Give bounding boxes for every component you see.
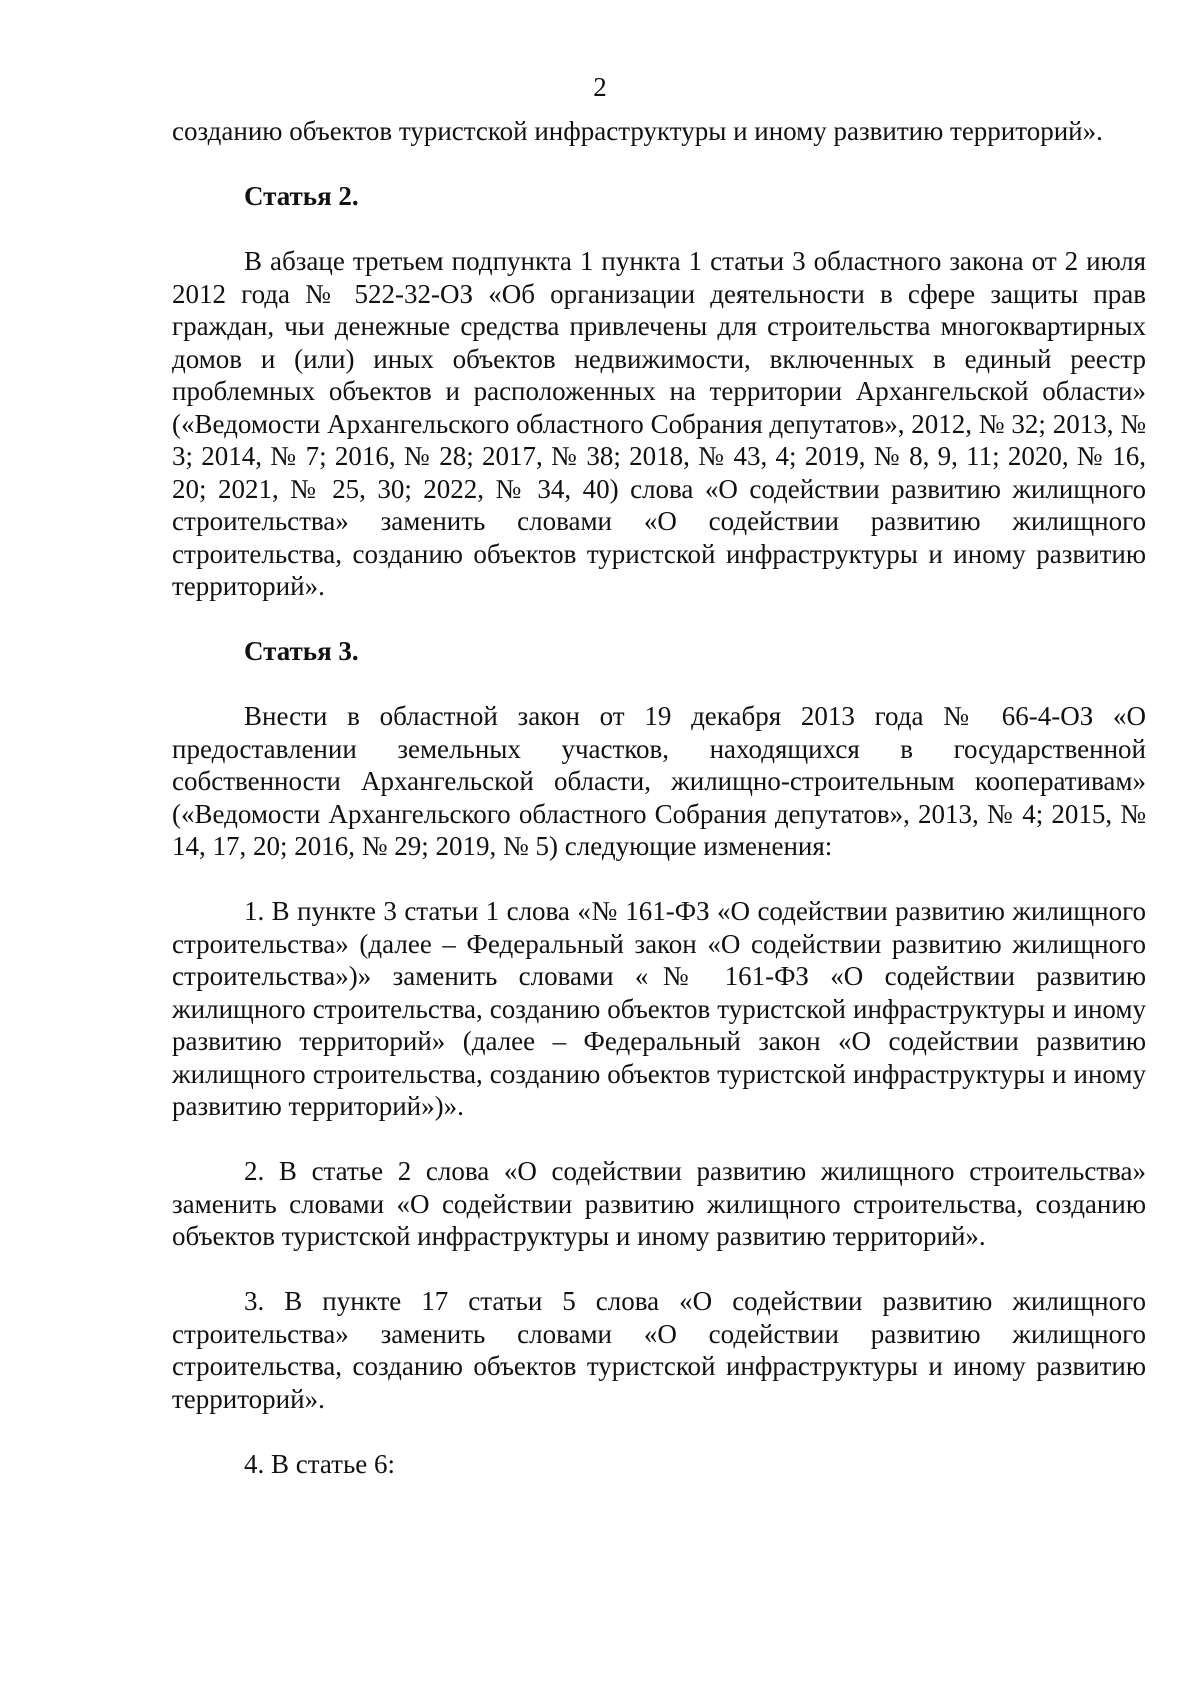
article-2-paragraph: В абзаце третьем подпункта 1 пункта 1 статьи 3 областного закона от 2 июля 2012 года № 522-32-ОЗ «Об организации деятельности в сфере защиты прав граждан, чьи денежные средства привлечены для строительства многоквартирных домов и (или) иных объектов недвижимости, включенных в единый реестр проблемных объектов и расположенных на территории Архангельской области» («Ведомости Архангельского областного Собрания депутатов», 2012, № 32; 2013, № 3; 2014, № 7; 2016, № 28; 2017, № 38; 2018, № 43, 4; 2019, № 8, 9, 11; 2020, № 16, 20; 2021, № 25, 30; 2022, № 34, 40) слова «О содействии развитию жилищного строительства» заменить словами «О содействии развитию жилищного строительства, созданию объектов туристской инфраструктуры и иному развитию территорий». bbox=[172, 246, 1146, 601]
page-number: 2 bbox=[593, 72, 607, 102]
article-3-item-4: 4. В статье 6: bbox=[244, 1448, 396, 1479]
article-3-item-3: 3. В пункте 17 статьи 5 слова «О содействии развитию жилищного строительства» заменить словами «О содействии развитию жилищного строительства, созданию объектов туристской инфраструктуры и иному развитию территорий». bbox=[172, 1286, 1146, 1414]
article-3-item-1: 1. В пункте 3 статьи 1 слова «№ 161-ФЗ «О содействии развитию жилищного строительства» (далее – Федеральный закон «О содействии развитию жилищного строительства»)» заменить словами «№ 161-ФЗ «О содействии развитию жилищного строительства, созданию объектов туристской инфраструктуры и иному развитию территорий» (далее – Федеральный закон «О содействии развитию жилищного строительства, созданию объектов туристской инфраструктуры и иному развитию территорий»)». bbox=[172, 896, 1146, 1121]
intro-continuation-paragraph: созданию объектов туристской инфраструктуры и иному развитию территорий». bbox=[172, 116, 1103, 146]
document-body bbox=[172, 115, 1146, 1480]
article-2-heading: Статья 2. bbox=[244, 181, 359, 211]
article-3-heading: Статья 3. bbox=[244, 636, 359, 666]
article-3-item-2: 2. В статье 2 слова «О содействии развитию жилищного строительства» заменить словами «О содействии развитию жилищного строительства, созданию объектов туристской инфраструктуры и иному развитию территорий». bbox=[172, 1156, 1146, 1251]
article-3-paragraph: Внести в областной закон от 19 декабря 2013 года № 66-4-ОЗ «О предоставлении земельных участков, находящихся в государственной собственности Архангельской области, жилищно-строительным кооперативам» («Ведомости Архангельского областного Собрания депутатов», 2013, № 4; 2015, № 14, 17, 20; 2016, № 29; 2019, № 5) следующие изменения: bbox=[172, 701, 1146, 861]
